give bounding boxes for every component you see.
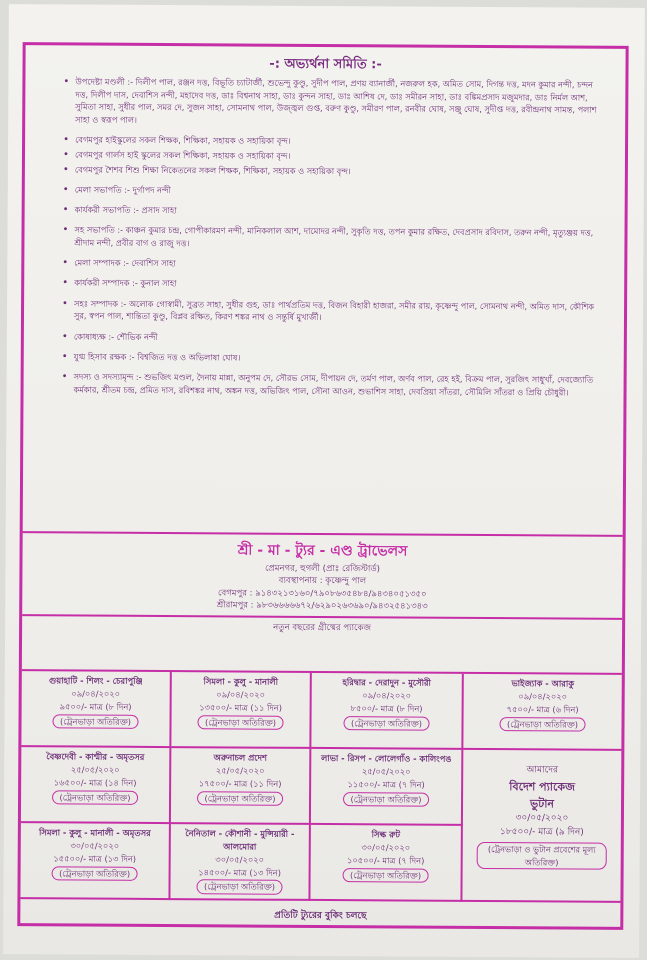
package-price: ১১৫০০/- মাত্র (৭ দিন) bbox=[347, 778, 425, 790]
committee-entry: • সহ সভাপতি :- কাঞ্চন কুমার চন্দ্র, গোপীকারমণ নন্দী, মানিকলাল আশ, দামোদর নন্দী, সুকৃতি দত্ত, তপন কুমার রক্ষিত, দেবপ্রসাদ রবিদাস, তরুন নন্দী, মৃত্যুঞ্জয় দত্ত, শ্রীদাম নন্দী, প্রবীর বাগ ও রাজু দত্ত। bbox=[62, 224, 600, 253]
package-destination: ভাইজ্যাক - আরাকু bbox=[511, 678, 575, 689]
package-price: ৭৫০০/- মাত্র (৬ দিন) bbox=[506, 703, 579, 715]
package-destination: নৈনিতাল - কৌশানী - মুন্সিয়ারী - আলমোরা bbox=[185, 828, 295, 852]
package-date: ২৫/০৫/২০২০ bbox=[215, 765, 265, 776]
foreign-price: ১৮৫০০/- মাত্র (৯ দিন) bbox=[499, 827, 584, 838]
reception-committee bbox=[61, 75, 601, 406]
package-price: ১৬৫০০/- মাত্র (১৪ দিন) bbox=[53, 777, 137, 788]
package-note: (ট্রেনভাড়া অতিরিক্ত) bbox=[343, 792, 428, 807]
package-card bbox=[311, 749, 463, 826]
package-card bbox=[21, 671, 171, 748]
package-date: ২৫/০৫/২০২০ bbox=[361, 766, 411, 777]
committee-entry: • মেলা সভাপতি :- দুর্গাপদ নন্দী bbox=[63, 183, 601, 199]
committee-entry: • সহঃ সম্পাদক :- অলোক গোস্বামী, সুব্রত সাহা, সুধীর গুহ, ডাঃ পার্থপ্রতিম দত্ত, বিজন বিহারী হাজরা, সমীর রায়, কৃষ্ণেন্দু পাল, সোমনাথ নন্দী, অমিত দাস, কৌশিক সুর, স্বপন পাল, শান্তিতা কুণ্ডু, বিপ্লব রক্ষিত, কিরণ শঙ্কর নাথ ও সন্তুর্ষি মুখার্জী। bbox=[62, 297, 600, 326]
foreign-heading: বিদেশ প্যাকেজ bbox=[509, 780, 575, 794]
package-destination: সিমলা - কুলু - মানালী - অমৃতসর bbox=[38, 827, 151, 838]
committee-entry: • বেগমপুর গার্লস হাই স্কুলের সকল শিক্ষিকা, সহায়ক ও সহায়িকা বৃন্দ। bbox=[63, 148, 601, 164]
committee-entry: • উপদেষ্টা মণ্ডলী :- দিলীপ পাল, রঞ্জন দত্ত, বিভূতি চ্যাটার্জী, শুভেন্দু কুণ্ডু, সুদীপ পাল, প্রণয় ব্যানার্জী, নজরুল হক, অমিত সোম, দিগন্ত দত্ত, মদন কুমার নন্দী, চন্দন দত্ত, দিলীপ দাস, দেবাশিস নন্দী, মহাদেব দত্ত, ডাঃ বিশ্বনাথ সাহা, ডাঃ কুন্দন সাহা, ডাঃ আশিষ দে, ডাঃ সমীরন সাহা, ডাঃ বঙ্কিমপ্রসাদ মজুমদার, ডাঃ নির্মল আশ, সুমিতা সাহা, সুধীর পাল, সমর দে, সুজন সাহা, সোমনাথ পাল, উজ্জ্বল গুপ্ত, বরুণ কুণ্ডু, সমীরণ পাল, রনবীর ঘোষ, সঞ্জু ঘোষ, সুদীপ্ত দত্ত, রবীন্দ্রনাথ সামন্ত, পলাশ সাহা ও স্বরূপ পাল। bbox=[63, 75, 601, 129]
foreign-intro: আমাদের bbox=[526, 765, 558, 776]
package-price: ৯৫০০/- মাত্র (৮ দিন) bbox=[59, 701, 132, 712]
package-date: ০৯/০৪/২০২০ bbox=[216, 689, 266, 700]
committee-entry: • কোষাধ্যক্ষ :- শৌভিক নন্দী bbox=[62, 330, 600, 346]
booking-footer: প্রতিটি ট্যুরের বুকিং চলছে bbox=[274, 910, 367, 922]
package-note: (ট্রেনভাড়া অতিরিক্ত) bbox=[343, 868, 428, 883]
committee-entry: • মেলা সম্পাদক :- দেবাশিস সাহা bbox=[62, 257, 600, 273]
package-price: ১৩৫০০/- মাত্র (১১ দিন) bbox=[199, 701, 282, 713]
package-card bbox=[171, 748, 311, 825]
package-date: ৩০/০৫/২০২০ bbox=[361, 842, 411, 853]
company-address: প্রেমনগর, হুগলী (প্রাঃ রেজিস্টার্ড) bbox=[264, 563, 380, 575]
package-card bbox=[171, 672, 311, 749]
package-card bbox=[463, 674, 621, 751]
package-price: ১৪৫০০/- মাত্র (১৩ দিন) bbox=[198, 866, 281, 878]
package-destination: লাভা - রিসপ - লোলেগাঁও - কালিংপঙ bbox=[321, 752, 452, 764]
committee-entry: • কার্যকরী সভাপতি :- প্রসাদ সাহা bbox=[63, 204, 601, 220]
package-card bbox=[21, 747, 171, 824]
package-date: ৩০/০৫/২০২০ bbox=[70, 840, 120, 851]
package-price: ১৫৫০০/- মাত্র (১৩ দিন) bbox=[53, 853, 137, 864]
foreign-date: ৩০/০৫/২০২০ bbox=[515, 813, 569, 824]
package-note: (ট্রেনভাড়া অতিরিক্ত) bbox=[197, 791, 282, 806]
page-border bbox=[17, 42, 628, 930]
page-title: -: অভ্যর্থনা সমিতি :- bbox=[269, 56, 382, 73]
committee-entry: • যুগ্ম হিসাব রক্ষক :- বিশ্বজিত দত্ত ও অভিলাষা ঘোষ। bbox=[62, 350, 600, 366]
printed-sheet bbox=[3, 4, 645, 958]
tour-advertisement bbox=[20, 531, 622, 927]
package-note: (ট্রেনভাড়া অতিরিক্ত) bbox=[52, 866, 137, 881]
package-card bbox=[311, 673, 463, 750]
package-note: (ট্রেনভাড়া অতিরিক্ত) bbox=[53, 790, 138, 805]
package-card bbox=[310, 825, 462, 902]
committee-list bbox=[62, 75, 602, 399]
package-note: (ট্রেনভাড়া অতিরিক্ত) bbox=[500, 717, 585, 732]
package-price: ১০৫০০/- মাত্র (৭ দিন) bbox=[346, 854, 425, 866]
package-date: ০৯/০৪/২০২০ bbox=[518, 691, 568, 702]
package-price: ১৭৫০০/- মাত্র (১১ দিন) bbox=[198, 777, 282, 789]
package-date: ২৫/০৫/২০২০ bbox=[70, 764, 120, 775]
package-destination: বৈষ্ণদেবী - কাশ্মীর - অমৃতসর bbox=[46, 751, 145, 762]
package-note: (ট্রেনভাড়া অতিরিক্ত) bbox=[197, 880, 282, 895]
package-card bbox=[20, 823, 170, 900]
committee-entry: • বেগমপুর শৈশব শিশু শিক্ষা নিকেতনের সকল শিক্ষক, শিক্ষিকা, সহায়ক ও সহায়িকা বৃন্দ। bbox=[63, 163, 601, 179]
package-card bbox=[170, 824, 310, 901]
package-note: (ট্রেনভাড়া অতিরিক্ত) bbox=[344, 716, 429, 731]
package-date: ৩০/০৫/২০২০ bbox=[215, 854, 265, 865]
foreign-package-card bbox=[462, 750, 621, 903]
package-subtitle: নতুন বছরের গ্রীষ্মের প্যাকেজ bbox=[22, 614, 622, 640]
phone-line-begampur: বেগমপুর : ৯১৪৩২১৩১৬০/৭৯০৮৬৩৫৪৮৪/৯৪৩৪০৫১৩৫০ bbox=[218, 587, 427, 600]
phone-line-serampore: শ্রীরামপুর : ৯৮৩৬৬৬৬৬৭২/৬২৯০২৬৩৬৯০/৯৪৩২৫৪১৩৪৩ bbox=[216, 600, 428, 612]
foreign-destination: ভুটান bbox=[530, 797, 555, 811]
package-destination: হরিদ্বার - দেরাদুন - মুসৌরী bbox=[342, 677, 431, 688]
committee-entry: • সদস্য ও সদস্যামৃন্দ :- শুভজিৎ মণ্ডল, দৈনায় মান্না, অনুপম দে, সৌরভ সোম, দীপায়ন দে, তর্মণ পাল, অর্ণব পাল, রেহ হই, বিক্রম পাল, সুরজিৎ সাধুখাঁ, দেবজ্যোতি কর্মকার, শ্রীতম চন্দ্র, প্রমিত দাস, রবিশঙ্কর নাথ, অঙ্কন দত্ত, অভিজিৎ পাল, সৌনা আওন, শুভাশিস সাহা, দেবপ্রিয়া সাঁতরা, সৌমিলি সাঁতরা ও প্রিয়ি চৌধুরী। bbox=[62, 370, 600, 399]
package-date: ০৯/০৪/২০২০ bbox=[71, 688, 121, 699]
package-destination: গুয়াহাটি - শিলং - চেরাপুঞ্জি bbox=[48, 675, 143, 686]
company-name: শ্রী - মা - ট্যুর - এণ্ড ট্রাভেলস bbox=[237, 542, 408, 560]
package-destination: সিল্ক রুট bbox=[371, 829, 401, 840]
package-price: ৮৫০০/- মাত্র (৮ দিন) bbox=[350, 702, 423, 714]
package-note: (ট্রেনভাড়া অতিরিক্ত) bbox=[198, 715, 283, 730]
package-note: (ট্রেনভাড়া অতিরিক্ত) bbox=[53, 714, 138, 729]
package-date: ০৯/০৪/২০২০ bbox=[362, 690, 412, 701]
committee-entry: • বেগমপুর হাইস্কুলের সকল শিক্ষক, শিক্ষিকা, সহায়ক ও সহায়িকা বৃন্দ। bbox=[63, 134, 601, 150]
foreign-note: (ট্রেনভাড়া ও ভুটান প্রবেশের মূল্য অতিরিক্ত) bbox=[477, 842, 607, 870]
package-destination: অরুনাচল প্রদেশ bbox=[213, 752, 267, 763]
committee-entry: • কার্যকরী সম্পাদক :- কুনাল সাহা bbox=[62, 277, 600, 293]
package-destination: সিমলা - কুলু - মানালী bbox=[203, 676, 279, 687]
package-grid bbox=[20, 669, 621, 903]
company-manager: ব্যবস্থাপনায় : কৃষ্ণেন্দু পাল bbox=[278, 576, 367, 587]
